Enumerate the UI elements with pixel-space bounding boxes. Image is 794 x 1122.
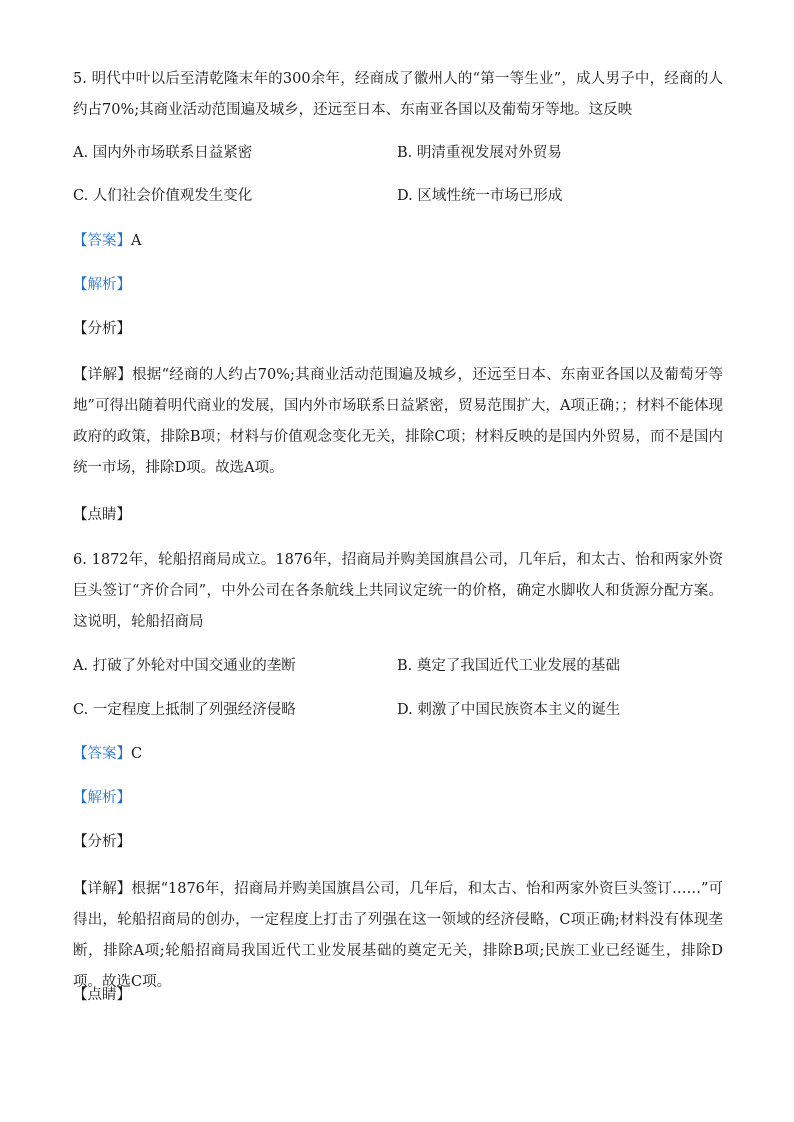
question-5-stem-text: 5. 明代中叶以后至清乾隆末年的300余年，经商成了徽州人的“第一等生业”，成人男子中，经商的人约占70%;其商业活动范围遍及城乡，还远至日本、东南亚各国以及葡萄牙等地。这反映 [73, 71, 723, 118]
options-row [73, 142, 723, 164]
detail-text: 根据“经商的人约占70%;其商业活动范围遍及城乡，还远至日本、东南亚各国以及葡萄牙等地”可得出随着明代商业的发展，国内外市场联系日益紧密，贸易范围扩大，A项正确；；材料不能体现政府的政策，排除B项；材料与价值观念变化无关，排除C项；材料反映的是国内外贸易，而不是国内统一市场，排除D项。故选A项。 [73, 367, 723, 476]
dianjing-label: 【点睛】 [73, 987, 131, 1003]
dianjing-label: 【点睛】 [73, 507, 131, 523]
option-d: D. 区域性统一市场已形成 [397, 188, 563, 204]
options-row [73, 185, 723, 207]
option-b: B. 奠定了我国近代工业发展的基础 [397, 658, 620, 674]
options-row [73, 699, 723, 721]
question-6-stem-text: 6. 1872年，轮船招商局成立。1876年，招商局并购美国旗昌公司，几年后，和太古、怡和两家外资巨头签订“齐价合同”，中外公司在各条航线上共同议定统一的价格，确定水脚收人和货源分配方案。这说明，轮船招商局 [73, 552, 723, 630]
option-a: A. 打破了外轮对中国交通业的垄断 [73, 658, 296, 674]
fenxi-label: 【分析】 [73, 321, 131, 337]
detail-text: 根据“1876年，招商局并购美国旗昌公司，几年后，和太古、怡和两家外资巨头签订……”可得出，轮船招商局的创办，一定程度上打击了列强在这一领域的经济侵略，C项正确;材料没有体现垄断，排除A项;轮船招商局我国近代工业发展基础的奠定无关，排除B项;民族工业已经诞生，排除D项。故选C项。 [73, 881, 724, 990]
option-c: C. 人们社会价值观发生变化 [73, 188, 253, 204]
answer-label: 【答案】 [73, 746, 131, 762]
fenxi-label: 【分析】 [73, 834, 131, 850]
question-stem [73, 545, 723, 638]
answer-line [73, 230, 723, 252]
answer-line [73, 743, 723, 765]
option-d: D. 刺激了中国民族资本主义的诞生 [397, 702, 621, 718]
answer-value: A [131, 233, 142, 249]
option-a: A. 国内外市场联系日益紧密 [73, 145, 253, 161]
fenxi-line [73, 831, 723, 853]
option-c: C. 一定程度上抵制了列强经济侵略 [73, 702, 296, 718]
detail-label: 【详解】 [73, 367, 133, 383]
analysis-label: 【解析】 [73, 277, 131, 293]
analysis-label: 【解析】 [73, 790, 131, 806]
analysis-label-line [73, 787, 723, 809]
options-row [73, 655, 723, 677]
dianjing-line [73, 504, 723, 526]
detail-paragraph [73, 360, 723, 484]
dianjing-line [73, 984, 723, 1006]
fenxi-line [73, 318, 723, 340]
detail-label: 【详解】 [73, 881, 132, 897]
detail-paragraph [73, 874, 723, 998]
answer-label: 【答案】 [73, 233, 131, 249]
answer-value: C [131, 746, 143, 762]
question-stem [73, 64, 723, 126]
option-b: B. 明清重视发展对外贸易 [397, 145, 562, 161]
analysis-label-line [73, 274, 723, 296]
